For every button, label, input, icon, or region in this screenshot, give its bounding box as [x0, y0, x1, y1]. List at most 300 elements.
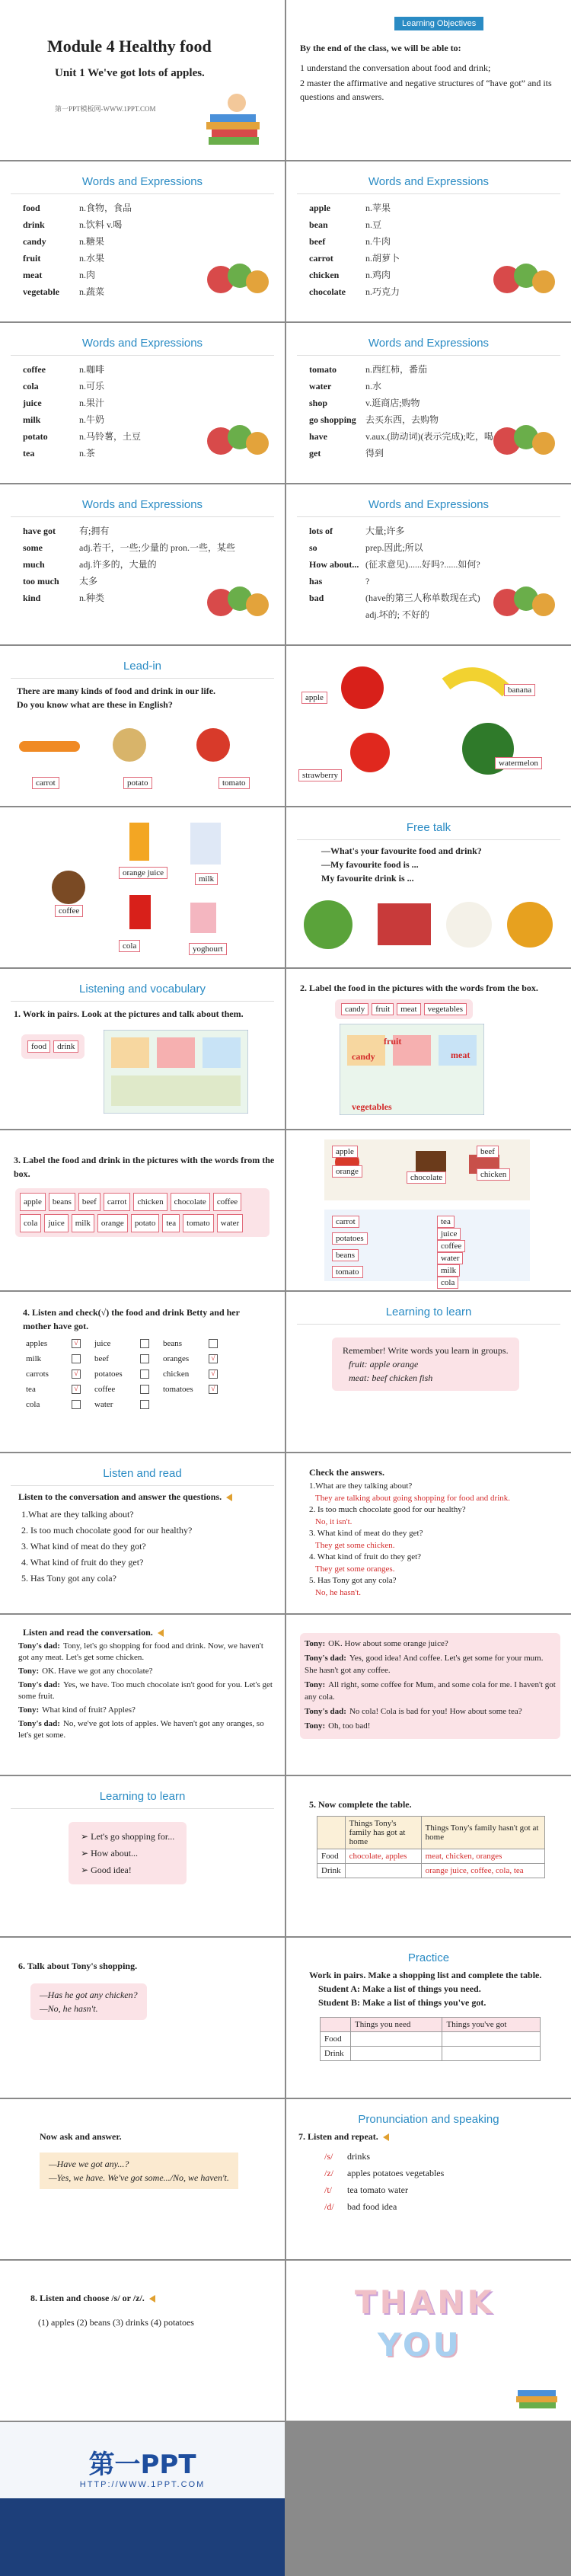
student-b: Student B: Make a list of things you've got. — [318, 1997, 486, 2008]
sound-row — [324, 2148, 444, 2165]
word-row — [23, 378, 141, 395]
word-tag: milk — [72, 1214, 94, 1232]
task-conversation — [23, 1625, 164, 1639]
slide-conversation-1 — [0, 1615, 285, 1775]
lead-in-q2: Do you know what are these in English? — [17, 699, 173, 710]
word-row — [309, 216, 400, 233]
word: much — [23, 559, 45, 570]
dialogue — [300, 1633, 560, 1739]
speaker: Tony: — [18, 1667, 40, 1676]
objectives-lead: By the end of the class, we will be able to: — [300, 43, 461, 53]
word-tag: water — [217, 1214, 243, 1232]
word-tag: tomato — [183, 1214, 214, 1232]
check-label: tomatoes — [163, 1385, 193, 1394]
dialogue-line — [18, 1641, 274, 1664]
utterance: OK. Have we got any chocolate? — [42, 1667, 153, 1676]
free-talk-line-1: —What's your favourite food and drink? — [321, 845, 482, 856]
sound-row — [324, 2165, 444, 2181]
word: kind — [23, 593, 41, 603]
word-tag: chocolate — [171, 1193, 210, 1211]
col-got: Things you've got — [442, 2018, 541, 2032]
meaning: n.饮料 v.喝 — [79, 219, 123, 230]
slide-words-1 — [0, 161, 285, 321]
word-row — [309, 361, 493, 378]
phoneme: /t/ — [324, 2184, 333, 2195]
label-orange: orange — [332, 1165, 362, 1178]
word: tea — [23, 448, 35, 459]
word: milk — [23, 414, 41, 425]
word-tag: cola — [20, 1214, 41, 1232]
slide-lead-in — [0, 646, 285, 806]
phrase — [81, 1862, 174, 1878]
word-row — [23, 445, 141, 462]
word-row — [309, 556, 480, 573]
answer-list — [309, 1481, 563, 1599]
meaning: n.肉 — [79, 270, 96, 280]
word: candy — [23, 236, 46, 247]
check-item — [26, 1382, 94, 1397]
label-apple: apple — [301, 692, 327, 704]
meaning: 有;拥有 — [79, 526, 110, 536]
word: bean — [309, 219, 328, 230]
meaning: adj.坏的; 不好的 — [365, 609, 429, 620]
label-apple: apple — [332, 1146, 358, 1158]
drinks-picture — [46, 819, 244, 956]
slide-heading: Practice — [407, 1951, 450, 1964]
label-chocolate: chocolate — [407, 1171, 446, 1184]
dialogue-line — [305, 1679, 556, 1703]
phrase-text: Good idea! — [91, 1865, 132, 1875]
answer-meat: meat — [451, 1050, 471, 1060]
slide-pronunciation — [286, 2099, 571, 2259]
tag-drink: drink — [53, 1040, 78, 1053]
word: go shopping — [309, 414, 356, 425]
question: 4. What kind of fruit do they get? — [21, 1557, 144, 1568]
word-tag: beans — [49, 1193, 75, 1211]
answer: They get some chicken. — [315, 1540, 395, 1550]
meaning: ? — [365, 576, 370, 586]
sound-items: (1) apples (2) beans (3) drinks (4) potatoes — [38, 2317, 194, 2328]
label-cola: cola — [119, 940, 140, 952]
tip-box — [332, 1338, 519, 1391]
checkbox[interactable] — [140, 1339, 149, 1348]
col-need: Things you need — [351, 2018, 442, 2032]
meaning: n.可乐 — [79, 381, 105, 392]
slide-heading: Words and Expressions — [368, 337, 490, 350]
slide-check-answers — [286, 1453, 571, 1613]
slide-words-4 — [286, 323, 571, 483]
task-text: 8. Listen and choose /s/ or /z/. — [30, 2293, 145, 2303]
fruit-vegetables-picture — [484, 576, 560, 622]
task-3: 3. Label the food and drink in the pictures with the words from the box. — [14, 1155, 275, 1179]
checkbox[interactable]: √ — [209, 1369, 218, 1379]
empty-slot — [286, 2422, 571, 2576]
label-banana: banana — [504, 684, 535, 696]
slide-ad — [0, 2422, 285, 2576]
check-item — [26, 1336, 94, 1351]
task-text: 7. Listen and repeat. — [298, 2131, 378, 2142]
slide-heading: Learning to learn — [99, 1790, 186, 1803]
arrow-icon: ➢ — [81, 1865, 91, 1875]
word-tag: chicken — [133, 1193, 167, 1211]
label-strawberry: strawberry — [298, 769, 342, 781]
family-table — [317, 1816, 545, 1878]
slide-listen-read — [0, 1453, 285, 1613]
slide-drinks — [0, 807, 285, 967]
speaker: Tony's dad: — [18, 1719, 60, 1728]
student-a: Student A: Make a list of things you need. — [318, 1983, 481, 1994]
check-item — [94, 1351, 163, 1366]
label-beef: beef — [477, 1146, 499, 1158]
checkbox[interactable]: √ — [72, 1369, 81, 1379]
check-item — [26, 1351, 94, 1366]
free-talk-line-2: —My favourite food is ... — [321, 859, 419, 870]
task-text: Listen to the conversation and answer the questions. — [18, 1491, 222, 1502]
example-a: —Yes, we have. We've got some.../No, we haven't. — [49, 2172, 229, 2183]
speaker-icon[interactable] — [226, 1494, 232, 1501]
example-words: bad food idea — [347, 2201, 397, 2212]
check-item — [26, 1366, 94, 1382]
check-item — [163, 1351, 231, 1366]
label-milk: milk — [195, 873, 218, 885]
slide-heading: Words and Expressions — [81, 337, 203, 350]
checkbox[interactable] — [140, 1400, 149, 1409]
cell-food-got[interactable] — [442, 2032, 541, 2047]
word-tag: beef — [78, 1193, 100, 1211]
speaker: Tony's dad: — [18, 1641, 60, 1651]
word-list — [23, 361, 141, 462]
checkbox[interactable] — [140, 1385, 149, 1394]
check-label: beef — [94, 1354, 109, 1363]
question: 3. What kind of meat do they get? — [309, 1529, 423, 1538]
slide-words-5 — [0, 484, 285, 644]
phoneme: /s/ — [324, 2151, 333, 2162]
label-orange-juice: orange juice — [119, 867, 167, 879]
word-tag: apple — [20, 1193, 46, 1211]
word: vegetable — [23, 286, 59, 297]
answer: No, it isn't. — [315, 1517, 352, 1526]
slide-thank-you — [286, 2261, 571, 2421]
slide-label-food-drink — [0, 1130, 285, 1290]
check-item — [94, 1397, 163, 1412]
cell-drink-got[interactable] — [442, 2047, 541, 2061]
slide-heading: Lead-in — [123, 660, 162, 673]
slide-learning-to-learn-2 — [0, 1776, 285, 1936]
question-list — [21, 1507, 192, 1587]
utterance: All right, some coffee for Mum, and some cola for me. I haven't got any cola. — [305, 1680, 556, 1702]
objectives-badge: Learning Objectives — [394, 17, 483, 30]
sound-row — [324, 2198, 444, 2215]
answer: No, he hasn't. — [315, 1587, 362, 1597]
cell-food-need[interactable] — [351, 2032, 442, 2047]
example-words: drinks — [347, 2151, 370, 2162]
check-label: chicken — [163, 1369, 190, 1379]
word: cola — [23, 381, 39, 392]
fruit-vegetables-picture — [198, 414, 274, 460]
task-5: 5. Now complete the table. — [309, 1799, 412, 1810]
word-tag: carrot — [104, 1193, 131, 1211]
drink-hasnt: orange juice, coffee, cola, tea — [421, 1864, 544, 1878]
word-row — [309, 411, 493, 428]
utterance: No, we've got lots of apples. We haven't got any oranges, so let's get some. — [18, 1719, 264, 1740]
word-row — [309, 428, 493, 445]
check-item — [163, 1366, 231, 1382]
word: chicken — [309, 270, 340, 280]
food-photos — [294, 894, 563, 952]
task-1: 1. Work in pairs. Look at the pictures and talk about them. — [14, 1008, 244, 1019]
meaning: n.马铃薯，土豆 — [79, 431, 142, 442]
question: 1.What are they talking about? — [309, 1481, 413, 1491]
slide-learning-to-learn-1 — [286, 1292, 571, 1452]
word-row — [309, 590, 480, 606]
word-tag: coffee — [213, 1193, 241, 1211]
phrase — [81, 1845, 174, 1862]
utterance: OK. How about some orange juice? — [328, 1639, 448, 1648]
meaning: n.水 — [365, 381, 382, 392]
cell-drink-need[interactable] — [351, 2047, 442, 2061]
answer-candy: candy — [352, 1051, 375, 1062]
speaker-icon[interactable] — [158, 1629, 164, 1637]
word-list — [309, 523, 480, 623]
slide-ask-answer — [0, 2099, 285, 2259]
utterance: Yes, we have. Too much chocolate isn't good for you. Let's get some fruit. — [18, 1680, 273, 1701]
slide-complete-table — [286, 1776, 571, 1936]
dialogue-line — [305, 1705, 556, 1718]
word-row — [23, 250, 132, 267]
slide-title — [0, 0, 285, 160]
dialogue-line — [305, 1652, 556, 1676]
word: beef — [309, 236, 326, 247]
utterance: No cola! Cola is bad for you! How about some tea? — [349, 1707, 522, 1716]
label-carrot: carrot — [332, 1216, 359, 1228]
dialogue-line — [18, 1666, 274, 1677]
label-coffee: coffee — [437, 1240, 465, 1252]
thank-text: THANK — [355, 2284, 496, 2321]
meaning: n.茶 — [79, 448, 96, 459]
objective-1: 1 understand the conversation about food and drink; — [300, 62, 491, 73]
word-row — [23, 556, 235, 573]
task-text: Listen and read the conversation. — [23, 1627, 153, 1638]
word: apple — [309, 203, 331, 213]
word: meat — [23, 270, 43, 280]
meaning: 去买东西，去购物 — [365, 414, 439, 425]
check-heading: Check the answers. — [309, 1467, 384, 1478]
phrase-text: Let's go shopping for... — [91, 1831, 175, 1842]
check-item — [26, 1397, 94, 1412]
word: lots of — [309, 526, 333, 536]
meaning: n.苹果 — [365, 203, 391, 213]
slide-fruits — [286, 646, 571, 806]
utterance: Yes, good idea! And coffee. Let's get some for your mum. She hasn't got any coffee. — [305, 1654, 544, 1675]
slide-label-food — [286, 969, 571, 1129]
brand-url[interactable]: HTTP://WWW.1PPT.COM — [79, 2480, 206, 2489]
check-label: apples — [26, 1339, 48, 1348]
word: chocolate — [309, 286, 346, 297]
word-row — [309, 283, 400, 300]
speaker: Tony: — [305, 1639, 326, 1648]
word-tag: juice — [44, 1214, 68, 1232]
question: 1.What are they talking about? — [21, 1509, 134, 1520]
word: too much — [23, 576, 59, 586]
meaning: n.西红柿，番茄 — [365, 364, 428, 375]
dialogue-line — [18, 1718, 274, 1741]
slide-listen-check — [0, 1292, 285, 1452]
checkbox[interactable]: √ — [72, 1339, 81, 1348]
word: potato — [23, 431, 48, 442]
slide-conversation-2 — [286, 1615, 571, 1775]
word-row — [23, 361, 141, 378]
word-row — [23, 428, 141, 445]
example-words: tea tomato water — [347, 2184, 408, 2195]
slide-labeled-pictures — [286, 1130, 571, 1290]
tip-line-1: Remember! Write words you learn in groups. — [343, 1345, 509, 1356]
books-illustration — [510, 2360, 563, 2413]
meaning: 太多 — [79, 576, 98, 586]
brand-logo: 第一PPT — [88, 2450, 196, 2480]
dialogue — [18, 1641, 274, 1743]
sound-row — [324, 2181, 444, 2198]
vegetables-picture — [15, 722, 266, 768]
word: have got — [23, 526, 56, 536]
checkbox[interactable] — [72, 1400, 81, 1409]
check-item — [163, 1336, 231, 1351]
header-has: Things Tony's family has got at home — [345, 1817, 421, 1849]
dialogue-line — [18, 1680, 274, 1702]
speaker-icon[interactable] — [149, 2295, 155, 2303]
word-tag: orange — [97, 1214, 128, 1232]
tag-food: food — [27, 1040, 50, 1053]
slide-heading: Listen and read — [103, 1467, 182, 1480]
label-coffee: coffee — [55, 905, 83, 917]
meaning: v.逛商店;购物 — [365, 398, 420, 408]
utterance: Tony, let's go shopping for food and drink. Now, we haven't got any meat. Let's get some chicken. — [18, 1641, 263, 1662]
checkbox[interactable]: √ — [72, 1385, 81, 1394]
label-tea: tea — [437, 1216, 455, 1228]
speaker: Tony: — [305, 1721, 326, 1731]
slide-heading: Pronunciation and speaking — [358, 2113, 499, 2126]
slide-heading: Words and Expressions — [368, 175, 490, 188]
fruit-vegetables-picture — [484, 414, 560, 460]
check-label: coffee — [94, 1385, 116, 1394]
checkbox[interactable]: √ — [209, 1385, 218, 1394]
word: so — [309, 542, 317, 553]
checkbox[interactable]: √ — [209, 1354, 218, 1363]
word-row — [309, 523, 480, 539]
word: water — [309, 381, 332, 392]
question: 5. Has Tony got any cola? — [21, 1573, 116, 1584]
word-list — [23, 200, 132, 300]
word-row — [309, 445, 493, 462]
check-label: carrots — [26, 1369, 49, 1379]
word-box — [21, 1034, 85, 1059]
slide-free-talk — [286, 807, 571, 967]
word-tag: potato — [131, 1214, 160, 1232]
check-list — [26, 1336, 239, 1412]
question: 2. Is too much chocolate good for our healthy? — [21, 1525, 193, 1536]
word-box — [335, 999, 473, 1019]
meaning: n.鸡肉 — [365, 270, 391, 280]
checkbox[interactable] — [72, 1354, 81, 1363]
task-4: 4. Listen and check(√) the food and drink Betty and her mother have got. — [23, 1307, 240, 1331]
speaker: Tony's dad: — [18, 1680, 60, 1689]
word-row — [23, 267, 132, 283]
fruit-vegetables-picture — [198, 576, 274, 622]
fruit-vegetables-picture — [198, 253, 274, 299]
word: fruit — [23, 253, 41, 264]
row-food: Food — [321, 2032, 351, 2047]
phrase — [81, 1828, 174, 1845]
task-8 — [30, 2291, 155, 2305]
meaning: n.咖啡 — [79, 364, 105, 375]
example-q: —Has he got any chicken? — [40, 1990, 138, 2000]
meaning: (征求意见)......好吗?......如何? — [365, 559, 480, 570]
example-q: —Have we got any...? — [49, 2159, 129, 2169]
label-juice: juice — [437, 1228, 461, 1240]
slide-words-6 — [286, 484, 571, 644]
check-label: juice — [94, 1339, 111, 1348]
row-drink: Drink — [321, 2047, 351, 2061]
word: get — [309, 448, 321, 459]
checkbox[interactable] — [140, 1369, 149, 1379]
tag-meat: meat — [397, 1003, 420, 1015]
word-list — [309, 200, 400, 300]
ask-task: Now ask and answer. — [40, 2131, 122, 2142]
word-row — [23, 233, 132, 250]
word-row — [23, 411, 141, 428]
word: bad — [309, 593, 324, 603]
word-row — [309, 250, 400, 267]
tip-line-2: fruit: apple orange — [349, 1359, 419, 1369]
slide-objectives — [286, 0, 571, 160]
phoneme: /d/ — [324, 2201, 334, 2212]
slide-heading: Words and Expressions — [368, 498, 490, 511]
free-talk-line-3: My favourite drink is ... — [321, 873, 414, 884]
word: food — [23, 203, 40, 213]
slide-heading: Free talk — [406, 821, 451, 834]
ad-banner — [0, 2498, 285, 2576]
meaning: 大量;许多 — [365, 526, 405, 536]
checkbox[interactable] — [140, 1354, 149, 1363]
meaning: n.果汁 — [79, 398, 105, 408]
slide-practice — [286, 1938, 571, 2098]
tag-fruit: fruit — [372, 1003, 394, 1015]
speaker: Tony's dad: — [305, 1707, 346, 1716]
word-row — [23, 216, 132, 233]
word: coffee — [23, 364, 46, 375]
header-hasnt: Things Tony's family hasn't got at home — [421, 1817, 544, 1849]
word-row — [309, 395, 493, 411]
label-carrot: carrot — [32, 777, 59, 789]
meaning: 得到 — [365, 448, 384, 459]
utterance: What kind of fruit? Apples? — [42, 1705, 136, 1715]
fruit-vegetables-picture — [484, 253, 560, 299]
question: 3. What kind of meat do they got? — [21, 1541, 146, 1552]
meaning: adj.许多的，大量的 — [79, 559, 157, 570]
example-a: —No, he hasn't. — [40, 2003, 98, 2014]
tag-vegetables: vegetables — [424, 1003, 467, 1015]
meaning: n.水果 — [79, 253, 105, 264]
speaker-icon[interactable] — [383, 2133, 389, 2141]
answer: They are talking about going shopping for food and drink. — [315, 1493, 511, 1503]
slide-heading: Words and Expressions — [81, 175, 203, 188]
slide-heading: Learning to learn — [385, 1306, 472, 1318]
check-label: water — [94, 1400, 113, 1409]
word-row — [309, 267, 400, 283]
meaning: n.胡萝卜 — [365, 253, 400, 264]
check-label: tea — [26, 1385, 36, 1394]
meaning: adj.若干，一些;少量的 pron.一些，某些 — [79, 542, 235, 553]
checkbox[interactable] — [209, 1339, 218, 1348]
